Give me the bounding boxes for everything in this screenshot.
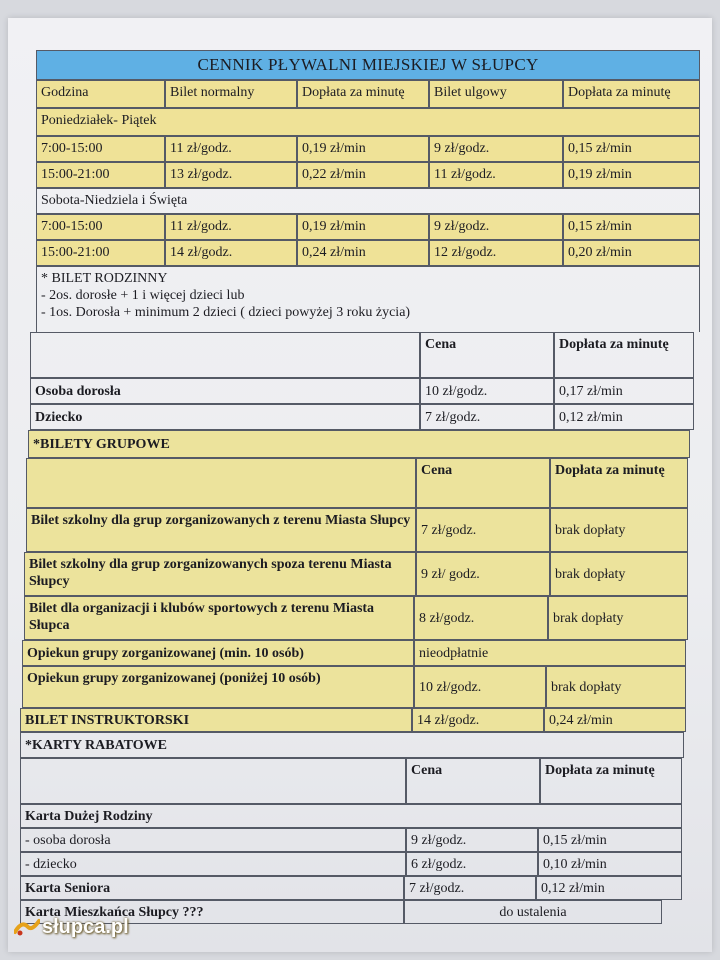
weekend-row1-normal: 11 zł/godz.	[165, 214, 297, 240]
family-adult-surcharge: 0,17 zł/min	[554, 378, 694, 404]
watermark-text: słupca.pl	[42, 915, 129, 938]
group-school-outside-surcharge: brak dopłaty	[550, 552, 688, 596]
group-school-local-label: Bilet szkolny dla grup zorganizowanych z terenu Miasta Słupcy	[26, 508, 416, 552]
family-heading: * BILET RODZINNY	[41, 271, 168, 286]
big-family-adult-price: 9 zł/godz.	[406, 828, 538, 852]
group-col-surcharge: Dopłata za minutę	[550, 458, 688, 508]
instructor-price: 14 zł/godz.	[412, 708, 544, 732]
family-line-1: - 2os. dorosłe + 1 i więcej dzieci lub	[41, 288, 245, 303]
header-hour: Godzina	[36, 80, 165, 108]
weekend-row2-normal-surcharge: 0,24 zł/min	[297, 240, 429, 266]
weekend-label: Sobota-Niedziela i Święta	[36, 188, 700, 214]
swoosh-icon	[14, 918, 40, 936]
weekdays-row1-normal: 11 zł/godz.	[165, 136, 297, 162]
family-child-price: 7 zł/godz.	[420, 404, 554, 430]
weekend-row1-hour: 7:00-15:00	[36, 214, 165, 240]
weekend-row1-reduced: 9 zł/godz.	[429, 214, 563, 240]
group-clubs-price: 8 zł/godz.	[414, 596, 548, 640]
weekdays-row2-reduced-surcharge: 0,19 zł/min	[563, 162, 700, 188]
group-caretaker-min10-label: Opiekun grupy zorganizowanej (min. 10 osób)	[22, 640, 414, 666]
group-caretaker-below10-price: 10 zł/godz.	[414, 666, 546, 708]
group-school-outside-label: Bilet szkolny dla grup zorganizowanych spoza terenu Miasta Słupcy	[24, 552, 416, 596]
instructor-label: BILET INSTRUKTORSKI	[20, 708, 412, 732]
family-col-price: Cena	[420, 332, 554, 378]
weekdays-row1-hour: 7:00-15:00	[36, 136, 165, 162]
discount-col-price: Cena	[406, 758, 540, 804]
weekdays-row2-hour: 15:00-21:00	[36, 162, 165, 188]
family-child-label: Dziecko	[30, 404, 420, 430]
page-title: CENNIK PŁYWALNI MIEJSKIEJ W SŁUPCY	[36, 50, 700, 80]
family-header-empty	[30, 332, 420, 378]
weekend-row2-normal: 14 zł/godz.	[165, 240, 297, 266]
group-caretaker-below10-label: Opiekun grupy zorganizowanej (poniżej 10 osób)	[22, 666, 414, 708]
family-adult-price: 10 zł/godz.	[420, 378, 554, 404]
group-clubs-label: Bilet dla organizacji i klubów sportowych z terenu Miasta Słupca	[24, 596, 414, 640]
group-school-local-price: 7 zł/godz.	[416, 508, 550, 552]
weekdays-row2-reduced: 11 zł/godz.	[429, 162, 563, 188]
senior-card-price: 7 zł/godz.	[404, 876, 536, 900]
senior-card-label: Karta Seniora	[20, 876, 404, 900]
weekend-row1-reduced-surcharge: 0,15 zł/min	[563, 214, 700, 240]
big-family-card: Karta Dużej Rodziny	[20, 804, 682, 828]
senior-card-surcharge: 0,12 zł/min	[536, 876, 682, 900]
discount-heading: *KARTY RABATOWE	[20, 732, 684, 758]
big-family-adult-label: - osoba dorosła	[20, 828, 406, 852]
family-child-surcharge: 0,12 zł/min	[554, 404, 694, 430]
resident-card-price: do ustalenia	[404, 900, 662, 924]
family-line-2: - 1os. Dorosła + minimum 2 dzieci ( dzieci powyżej 3 roku życia)	[41, 305, 411, 320]
big-family-child-surcharge: 0,10 zł/min	[538, 852, 682, 876]
group-header-empty	[26, 458, 416, 508]
header-normal-ticket: Bilet normalny	[165, 80, 297, 108]
family-col-surcharge: Dopłata za minutę	[554, 332, 694, 378]
header-reduced-ticket: Bilet ulgowy	[429, 80, 563, 108]
big-family-adult-surcharge: 0,15 zł/min	[538, 828, 682, 852]
weekdays-row2-normal-surcharge: 0,22 zł/min	[297, 162, 429, 188]
header-normal-surcharge: Dopłata za minutę	[297, 80, 429, 108]
group-heading: *BILETY GRUPOWE	[28, 430, 690, 458]
weekend-row2-reduced-surcharge: 0,20 zł/min	[563, 240, 700, 266]
discount-header-empty	[20, 758, 406, 804]
big-family-child-price: 6 zł/godz.	[406, 852, 538, 876]
group-caretaker-min10-price: nieodpłatnie	[414, 640, 686, 666]
big-family-child-label: - dziecko	[20, 852, 406, 876]
weekdays-row1-normal-surcharge: 0,19 zł/min	[297, 136, 429, 162]
discount-col-surcharge: Dopłata za minutę	[540, 758, 682, 804]
group-col-price: Cena	[416, 458, 550, 508]
resident-card-label: Karta Mieszkańca Słupcy ???	[20, 900, 404, 924]
header-reduced-surcharge: Dopłata za minutę	[563, 80, 700, 108]
group-clubs-surcharge: brak dopłaty	[548, 596, 688, 640]
weekend-row2-hour: 15:00-21:00	[36, 240, 165, 266]
group-school-outside-price: 9 zł/ godz.	[416, 552, 550, 596]
weekdays-row1-reduced: 9 zł/godz.	[429, 136, 563, 162]
weekend-row2-reduced: 12 zł/godz.	[429, 240, 563, 266]
weekdays-row2-normal: 13 zł/godz.	[165, 162, 297, 188]
instructor-surcharge: 0,24 zł/min	[544, 708, 686, 732]
price-list-sheet	[8, 18, 712, 952]
group-school-local-surcharge: brak dopłaty	[550, 508, 688, 552]
weekdays-label: Poniedziałek- Piątek	[36, 108, 700, 136]
family-adult-label: Osoba dorosła	[30, 378, 420, 404]
watermark-logo	[14, 914, 129, 940]
group-caretaker-below10-surcharge: brak dopłaty	[546, 666, 686, 708]
weekend-row1-normal-surcharge: 0,19 zł/min	[297, 214, 429, 240]
weekdays-row1-reduced-surcharge: 0,15 zł/min	[563, 136, 700, 162]
family-notes	[36, 266, 700, 332]
